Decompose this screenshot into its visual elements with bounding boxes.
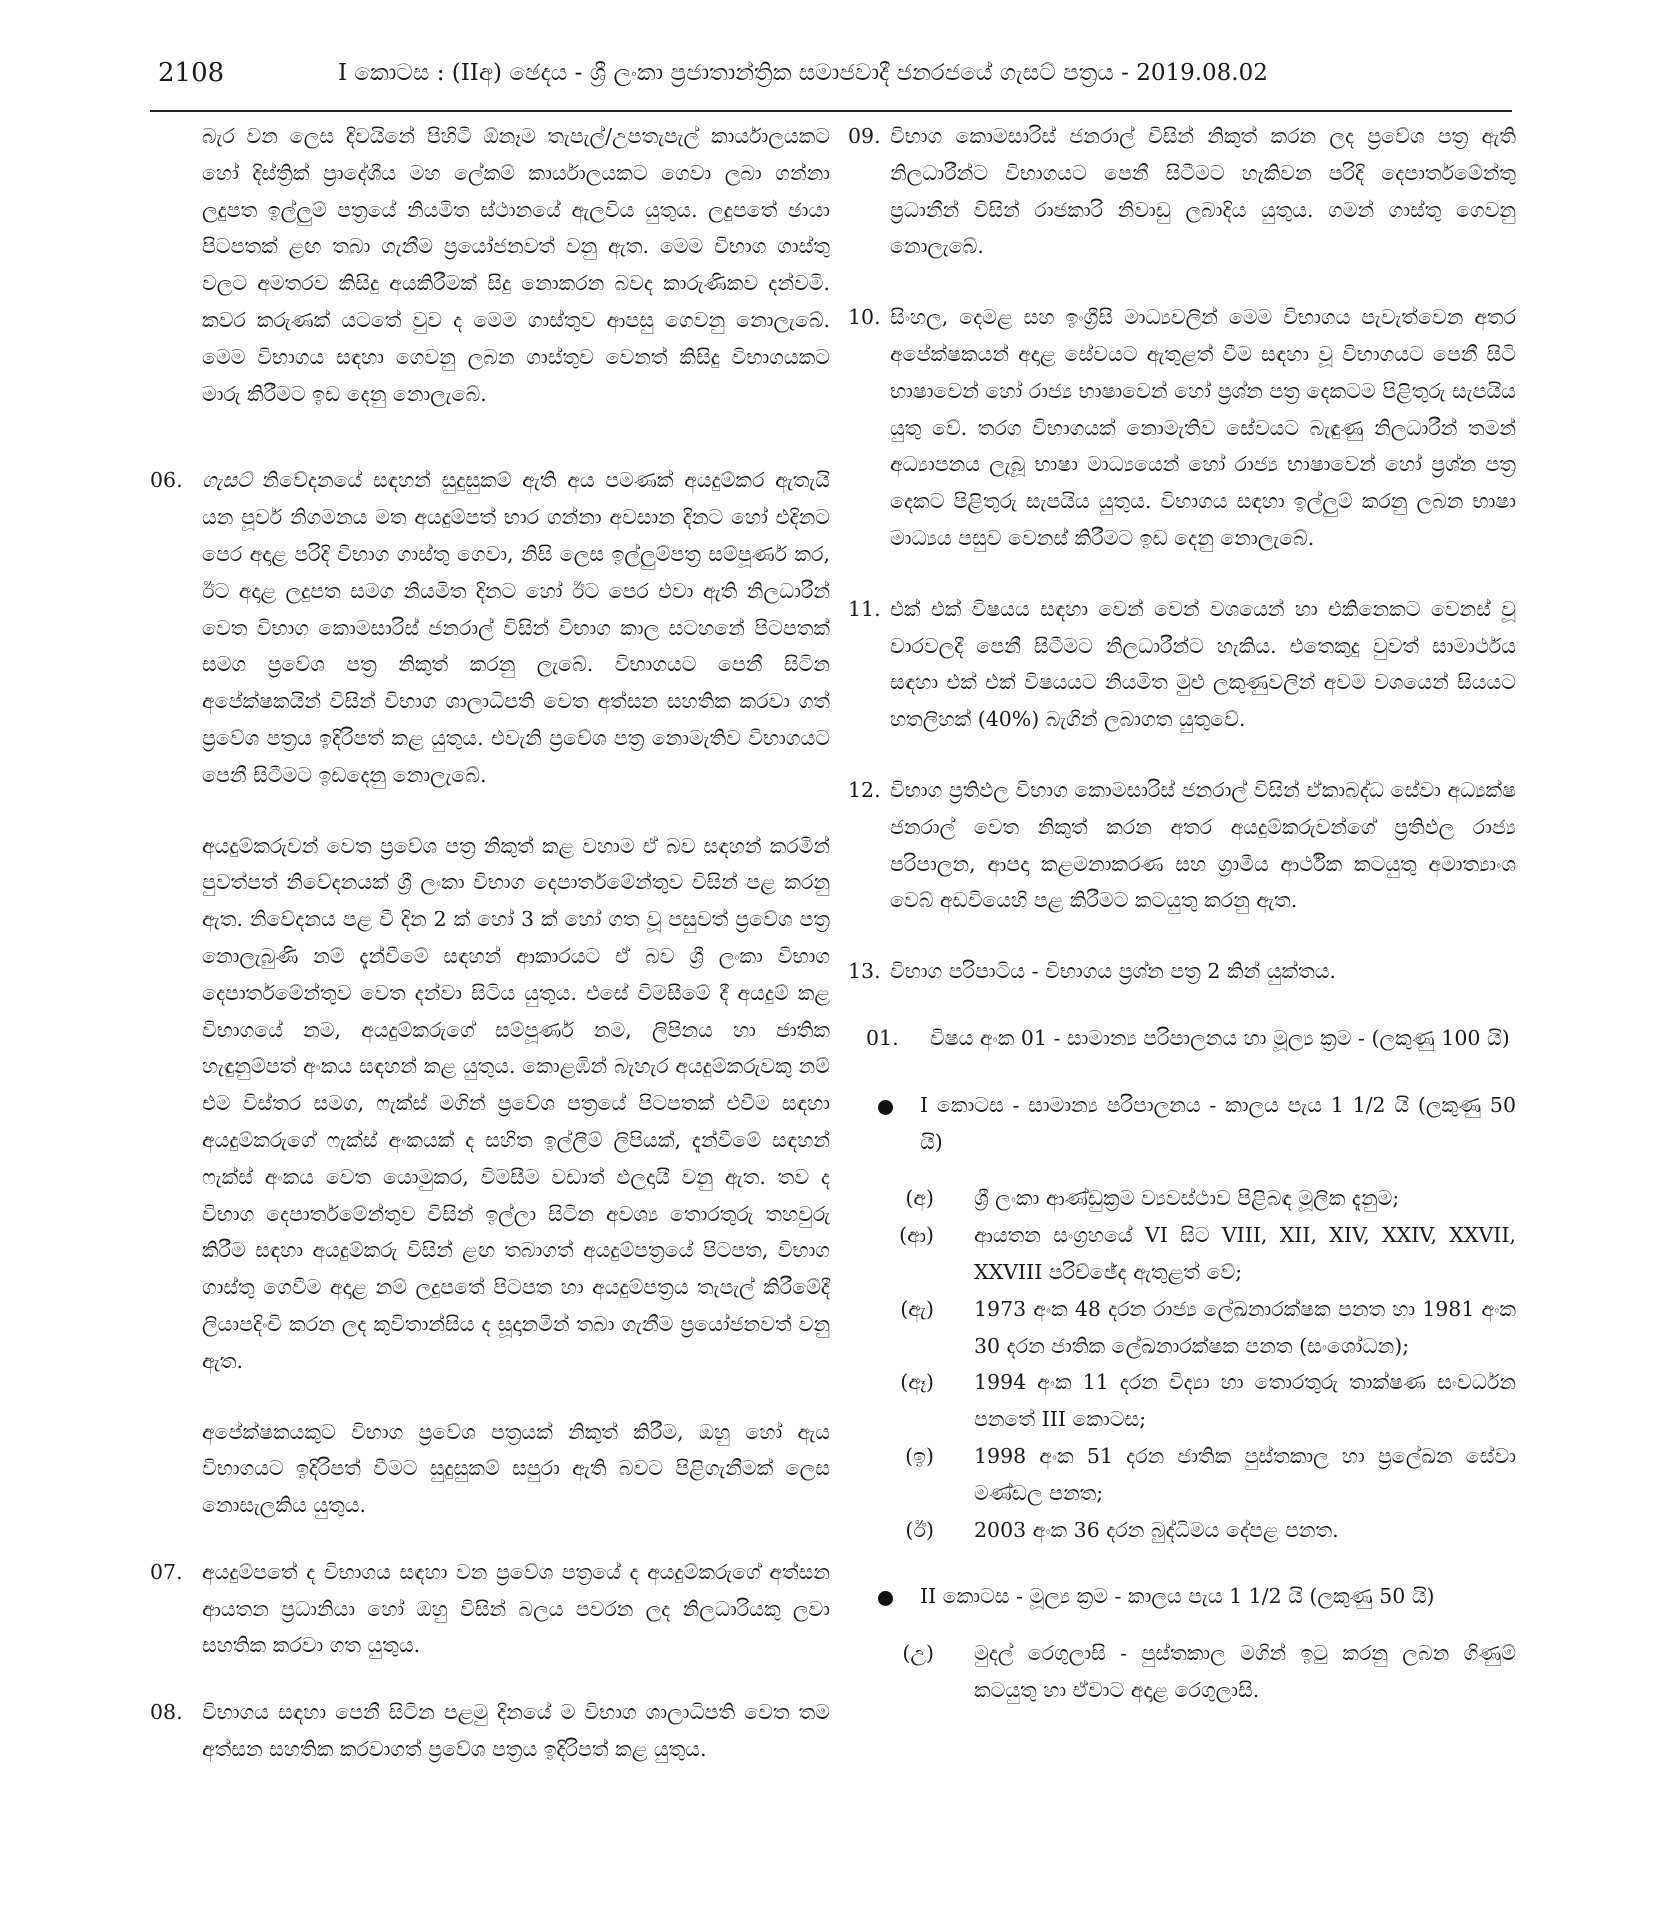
paragraph-text: විභාග කොමසාරිස් ජනරාල් විසින් නිකුත් කරන ලද ප්‍රවේශ පත්‍ර ඇති නිලධාරීන්ට විභාගයට පෙනී සිටීමට හැකිවන පරිදි දෙපාර්තමේන්තු ප්‍රධානීන් විසින් රාජකාරි නිවාඩු ලබාදිය යුතුය. ගමන් ගාස්තු ගෙවනු නොලැබේ. xyxy=(890,124,1516,259)
list-item xyxy=(848,1291,1516,1365)
item-text: 1973 අංක 48 දරන රාජ්‍ය ලේඛනාරක්ෂක පනත හා 1981 අංක 30 දරන ජාතික ලේඛනාරක්ෂක පනත (සංශෝධන); xyxy=(974,1296,1516,1358)
page-number: 2108 xyxy=(158,58,225,88)
right-column xyxy=(848,118,1516,1709)
paragraph-number: 07. xyxy=(150,1559,183,1584)
bullet-icon xyxy=(878,1591,893,1606)
paragraph-text: විභාග ප්‍රතිඵල විභාග කොමසාරිස් ජනරාල් විසින් ඒකාබද්ධ සේවා අධ්‍යක්ෂ ජනරාල් වෙත නිකුත් කරන අතර අයදුම්කරුවන්ගේ ප්‍රතිඵල රාජ්‍ය පරිපාලන, ආපදා කළමනාකරණ සහ ග්‍රාමීය ආර්ථික කටයුතු අමාත්‍යාංශ වෙබ් අඩවියෙහි පළ කිරීමට කටයුතු කරනු ඇත. xyxy=(890,777,1516,913)
item-marker: (අ) xyxy=(905,1186,934,1211)
paragraph-text: අයදුම්කරුවන් වෙත ප්‍රවේශ පත්‍ර නිකුත් කළ වහාම ඒ බව සඳහන් කරමින් පුවත්පත් නිවේදනයක් ශ්‍රී ලංකා විභාග දෙපාර්තමේන්තුව විසින් පළ කරනු ඇත. නිවේදනය පළ වී දින 2 ක් හෝ 3 ක් හෝ ගත වූ පසුවත් ප්‍රවේශ පත්‍ර නොලැබුණි නම් දැන්වීමේ සඳහන් ආකාරයට ඒ බව ශ්‍රී ලංකා විභාග දෙපාර්තමේන්තුව වෙත දන්වා සිටිය යුතුය. එසේ විමසීමේ දී අයදුම් කළ විභාගයේ නම, අයදුම්කරුගේ සම්පූර්ණ නම, ලිපිනය හා ජාතික හැඳුනුම්පත් අංකය සඳහන් කළ යුතුය. කොළඹින් බැහැර අයදුම්කරුවකු නම් එම විස්තර සමග, ෆැක්ස් මගින් ප්‍රවේශ පත්‍රයේ පිටපතක් එවීම සඳහා අයදුම්කරුගේ ෆැක්ස් අංකයක් ද සහිත ඉල්ලීම් ලිපියක්, දැන්වීමේ සඳහන් ෆැක්ස් අංකය වෙත යොමුකර, විමසීම වඩාත් ඵලදායී වනු ඇත. තව ද විභාග දෙපාර්තමේන්තුව විසින් ඉල්ලා සිටින අවශ්‍ය තොරතුරු තහවුරු කිරීම සඳහා අයදුම්කරු විසින් ළඟ තබාගත් අයදුම්පත්‍රයේ පිටපත, විභාග ගාස්තු ගෙවීම අදාළ නම් ලදුපතේ පිටපත හා අයදුම්පත්‍රය තැපැල් කිරීමේදී ලියාපදිංචි කරන ලද කුවිතාන්සිය ද සූදානමින් තබා ගැනීම ප්‍රයෝජනවත් වනු ඇත. xyxy=(202,833,830,1373)
paragraph-10 xyxy=(848,299,1516,557)
list-item xyxy=(848,1512,1516,1549)
bullet-icon xyxy=(878,1100,893,1115)
item-marker: (ඊ) xyxy=(905,1517,934,1542)
paragraph-number: 13. xyxy=(848,959,881,984)
paragraph-number: 09. xyxy=(848,124,881,148)
item-text: 1998 අංක 51 දරන ජාතික පුස්තකාල හා ප්‍රලේඛන සේවා මණ්ඩල පනත; xyxy=(974,1443,1516,1505)
item-marker: (ඉ) xyxy=(905,1443,934,1468)
paragraph-13 xyxy=(848,953,1516,990)
paragraph-text: විභාග පරිපාටිය - විභාගය ප්‍රශ්න පත්‍ර 2 කින් යුක්තය. xyxy=(890,959,1337,984)
paragraph-05-continuation xyxy=(150,118,830,412)
paragraph-11 xyxy=(848,591,1516,738)
item-text: මුදල් රෙගුලාසි - පුස්තකාල මගින් ඉටු කරනු ලබන ගිණුම් කටයුතු හා ඒවාට අදාළ රෙගුලාසි. xyxy=(974,1641,1516,1702)
subject-number: 01. xyxy=(866,1025,899,1050)
paragraph-number: 12. xyxy=(848,777,881,802)
paragraph-number: 06. xyxy=(150,468,183,493)
paragraph-09 xyxy=(848,118,1516,265)
paragraph-text: අපේක්ෂකයකුට විභාග ප්‍රවේශ පත්‍රයක් නිකුත් කිරීම, ඔහු හෝ ඇය විභාගයට ඉදිරිපත් වීමට සුදුසුකම් සපුරා ඇති බවට පිළිගැනීමක් ලෙස නොසැලකිය යුතුය. xyxy=(202,1419,830,1518)
subject-01 xyxy=(848,1020,1516,1057)
part-1-topics xyxy=(848,1180,1516,1548)
part-1-heading xyxy=(848,1087,1516,1161)
paragraph-06-c xyxy=(150,1414,830,1524)
paragraph-08 xyxy=(150,1694,830,1768)
paragraph-06 xyxy=(150,462,830,793)
paragraph-number: 08. xyxy=(150,1700,183,1725)
item-marker: (ඈ) xyxy=(900,1370,934,1395)
part-2-heading xyxy=(848,1578,1516,1615)
paragraph-number: 10. xyxy=(848,305,881,330)
item-text: ආයතන සංග්‍රහයේ VI සිට VIII, XII, XIV, XXIV, XXVII, XXVIII පරිච්ඡේද ඇතුළත් වේ; xyxy=(974,1223,1516,1284)
item-text: 1994 අංක 11 දරන විද්‍යා හා තොරතුරු තාක්ෂණ සංවර්ධන පනතේ III කොටස; xyxy=(974,1370,1516,1432)
item-text: 2003 අංක 36 දරන බුද්ධිමය දේපළ පනත. xyxy=(974,1517,1339,1542)
paragraph-07 xyxy=(150,1554,830,1664)
list-item xyxy=(848,1180,1516,1217)
paragraph-text-rest: නිවේදනයේ සඳහන් සුදුසුකම් ඇති අය පමණක් අයදුම්කර ඇතැයි යන පූර්ව නිගමනය මත අයදුම්පත් භාර ගන්නා අවසාන දිනට හෝ එදිනට පෙර අදාළ පරිදි විභාග ගාස්තු ගෙවා, නිසි ලෙස ඉල්ලුම්පත්‍ර සම්පූර්ණ කර, ඊට අදාළ ලදුපත සමග නියමිත දිනට හෝ ඊට පෙර එවා ඇති නිලධාරීන් වෙත විභාග කොමසාරිස් ජනරාල් විසින් විභාග කාල සටහනේ පිටපතක් සමග ප්‍රවේශ පත්‍ර නිකුත් කරනු ලැබේ. විභාගයට පෙනී සිටින අපේක්ෂකයින් විසින් විභාග ශාලාධිපති වෙත අත්සන සහතික කරවා ගත් ප්‍රවේශ පත්‍රය ඉදිරිපත් කළ යුතුය. එවැනි ප්‍රවේශ පත්‍ර නොමැතිව විභාගයට පෙනී සිටීමට ඉඩදෙනු නොලැබේ. xyxy=(202,468,830,787)
page-header xyxy=(150,58,1510,108)
header-divider xyxy=(150,110,1512,112)
list-item xyxy=(848,1364,1516,1438)
part-2-topics xyxy=(848,1635,1516,1709)
part-text: II කොටස - මූල්‍ය ක්‍රම - කාලය පැය 1 1/2 යි (ලකුණු 50 යි) xyxy=(920,1584,1435,1609)
paragraph-text: බැර වන ලෙස දිවයිනේ පිහිටි ඕනෑම තැපැල්/උපතැපැල් කාර්යාලයකට හෝ දිස්ත්‍රික් ප්‍රාදේශීය මහ ලේකම් කාර්යාලයකට ගෙවා ලබා ගන්නා ලදුපත ඉල්ලුම් පත්‍රයේ නියමිත ස්ථානයේ ඇලවිය යුතුය. ලදුපතේ ඡායා පිටපතක් ළඟ තබා ගැනීම ප්‍රයෝජනවත් වනු ඇත. මෙම විභාග ගාස්තු වලට අමතරව කිසිදු අයකිරීමක් සිදු නොකරන බවද කාරුණිකව දන්වමි. කවර කරුණක් යටතේ වුව ද මෙම ගාස්තුව ආපසු ගෙවනු නොලැබේ. මෙම විභාගය සඳහා ගෙවනු ලබන ගාස්තුව වෙනත් කිසිදු විභාගයකට මාරු කිරීමට ඉඩ දෙනු නොලැබේ. xyxy=(202,124,830,406)
paragraph-text: අයදුම්පතේ ද විභාගය සඳහා වන ප්‍රවේශ පත්‍රයේ ද අයදුම්කරුගේ අත්සන ආයතන ප්‍රධානියා හෝ ඔහු විසින් බලය පවරන ලද නිලධාරියකු ලවා සහතික කරවා ගත යුතුය. xyxy=(202,1559,830,1658)
subject-text: විෂය අංක 01 - සාමාන්‍ය පරිපාලනය හා මූල්‍ය ක්‍රම - (ලකුණු 100 යි) xyxy=(930,1025,1510,1050)
paragraph-12 xyxy=(848,772,1516,919)
part-text: I කොටස - සාමාන්‍ය පරිපාලනය - කාලය පැය 1 1/2 යි (ලකුණු 50 යි) xyxy=(920,1092,1516,1154)
item-marker: (ඇ) xyxy=(900,1296,934,1321)
item-marker: (ආ) xyxy=(899,1223,934,1248)
item-marker: (උ) xyxy=(902,1641,934,1666)
paragraph-06-b xyxy=(150,828,830,1380)
left-column xyxy=(150,118,830,1768)
list-item xyxy=(848,1217,1516,1291)
gazette-header-title: I කොටස : (IIඅ) ඡෙදය - ශ්‍රී ලංකා ප්‍රජාතාන්ත්‍රික සමාජවාදී ජනරජයේ ගැසට් පත්‍රය - 2019.08.02 xyxy=(338,60,1268,86)
paragraph-text: එක් එක් විෂයය සඳහා වෙන් වෙන් වශයෙන් හා එකිනෙකට වෙනස් වූ වාරවලදී පෙනී සිටීමට නිලධාරීන්ට හැකිය. එතෙකුදු වුවත් සාමාර්ථය සඳහා එක් එක් විෂයයට නියමිත මුළු ලකුණුවලින් අවම වශයෙන් සියයට හතලිහක් (40%) බැගින් ලබාගත යුතුවේ. xyxy=(890,596,1516,732)
paragraph-text xyxy=(202,462,830,793)
item-text: ශ්‍රී ලංකා ආණ්ඩුක්‍රම ව්‍යවස්ථාව පිළිබඳ මූලික දැනුම; xyxy=(974,1186,1400,1211)
paragraph-text: විභාගය සඳහා පෙනී සිටින පළමු දිනයේ ම විභාග ශාලාධිපති වෙත තම අත්සන සහතික කරවාගත් ප්‍රවේශ පත්‍රය ඉදිරිපත් කළ යුතුය. xyxy=(202,1700,830,1762)
paragraph-text: සිංහල, දෙමළ සහ ඉංග්‍රීසි මාධ්‍යවලින් මෙම විභාගය පැවැත්වෙන අතර අපේක්ෂකයන් අදාළ සේවයට ඇතුළත් වීම සඳහා වූ විභාගයට පෙනී සිටි භාෂාවෙන් හෝ රාජ්‍ය භාෂාවෙන් හෝ ප්‍රශ්න පත්‍ර දෙකටම පිළිතුරු සැපයිය යුතු වේ. තරග විභාගයක් නොමැතිව සේවයට බැඳුණු නිලධාරීන් තමන් අධ්‍යාපනය ලැබූ භාෂා මාධ්‍යයෙන් හෝ රාජ්‍ය භාෂාවෙන් හෝ ප්‍රශ්න පත්‍ර දෙකට පිළිතුරු සැපයිය යුතුය. විභාගය සඳහා ඉල්ලුම් කරනු ලබන භාෂා මාධ්‍යය පසුව වෙනස් කිරීමට ඉඩ දෙනු නොලැබේ. xyxy=(890,305,1516,550)
list-item xyxy=(848,1438,1516,1512)
paragraph-number: 11. xyxy=(848,596,881,621)
list-item xyxy=(848,1635,1516,1709)
gazette-italic-word: ගැසට් xyxy=(202,468,252,493)
